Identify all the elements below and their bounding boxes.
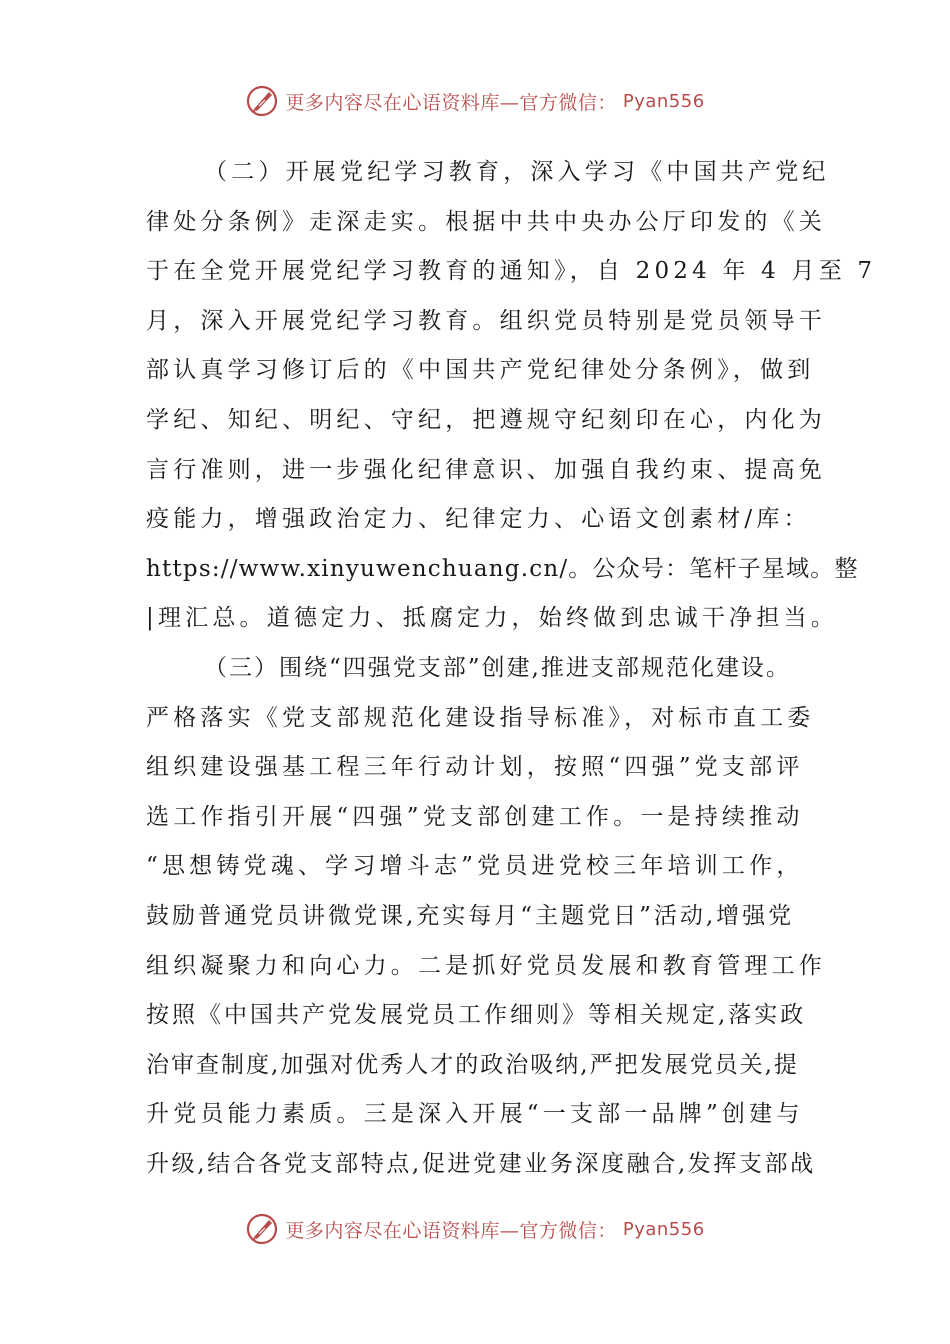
banner-wechat-id: Pyan556: [622, 1218, 705, 1240]
text-line: 严格落实《党支部规范化建设指导标准》，对标市直工委: [146, 704, 815, 731]
banner-text: 更多内容尽在心语资料库—官方微信：: [285, 91, 617, 114]
text-line-url: https://www.xinyuwenchuang.cn/。公众号：笔杆子星域。整: [146, 555, 859, 582]
text-line: 选工作指引开展“四强”党支部创建工作。一是持续推动: [146, 803, 804, 830]
text-line: 治审查制度,加强对优秀人才的政治吸纳,严把发展党员关,提: [146, 1051, 799, 1078]
text-line: 鼓励普通党员讲微党课,充实每月“主题党日”活动,增强党: [146, 902, 795, 929]
text-line: 部认真学习修订后的《中国共产党纪律处分条例》，做到: [146, 357, 815, 384]
text-line: 升党员能力素质。三是深入开展“一支部一品牌”创建与: [146, 1101, 804, 1128]
text-line: （三）围绕“四强党支部”创建,推进支部规范化建设。: [204, 654, 791, 681]
text-line: 升级,结合各党支部特点,促进党建业务深度融合,发挥支部战: [146, 1150, 816, 1177]
text-line: 言行准则，进一步强化纪律意识、加强自我约束、提高免: [146, 456, 826, 483]
text-line: 月，深入开展党纪学习教育。组织党员特别是党员领导干: [146, 307, 826, 334]
text-line: 疫能力，增强政治定力、纪律定力、心语文创素材/库：: [146, 506, 811, 533]
document-body: [146, 148, 877, 1189]
banner-text: 更多内容尽在心语资料库—官方微信：: [285, 1219, 617, 1242]
text-line: （二）开展党纪学习教育，深入学习《中国共产党纪: [204, 159, 830, 185]
text-line: 按照《中国共产党发展党员工作细则》等相关规定,落实政: [146, 1002, 807, 1029]
text-line: 组织凝聚力和向心力。二是抓好党员发展和教育管理工作: [146, 952, 826, 979]
text-line: 学纪、知纪、明纪、守纪，把遵规守纪刻印在心，内化为: [146, 406, 826, 433]
quill-pen-logo-icon: [245, 84, 279, 118]
banner-wechat-id: Pyan556: [622, 90, 705, 112]
text-line: “思想铸党魂、学习增斗志”党员进党校三年培训工作，: [146, 853, 804, 880]
text-line: 组织建设强基工程三年行动计划，按照“四强”党支部评: [146, 754, 804, 781]
text-line: |理汇总。道德定力、抵腐定力，始终做到忠诚干净担当。: [146, 605, 838, 632]
quill-pen-logo-icon: [245, 1212, 279, 1246]
text-line: 律处分条例》走深走实。根据中共中央办公厅印发的《关: [146, 208, 826, 235]
footer-banner: [0, 1212, 950, 1246]
header-banner: [0, 84, 950, 118]
text-line: 于在全党开展党纪学习教育的通知》，自 2024 年 4 月至 7: [146, 258, 877, 285]
